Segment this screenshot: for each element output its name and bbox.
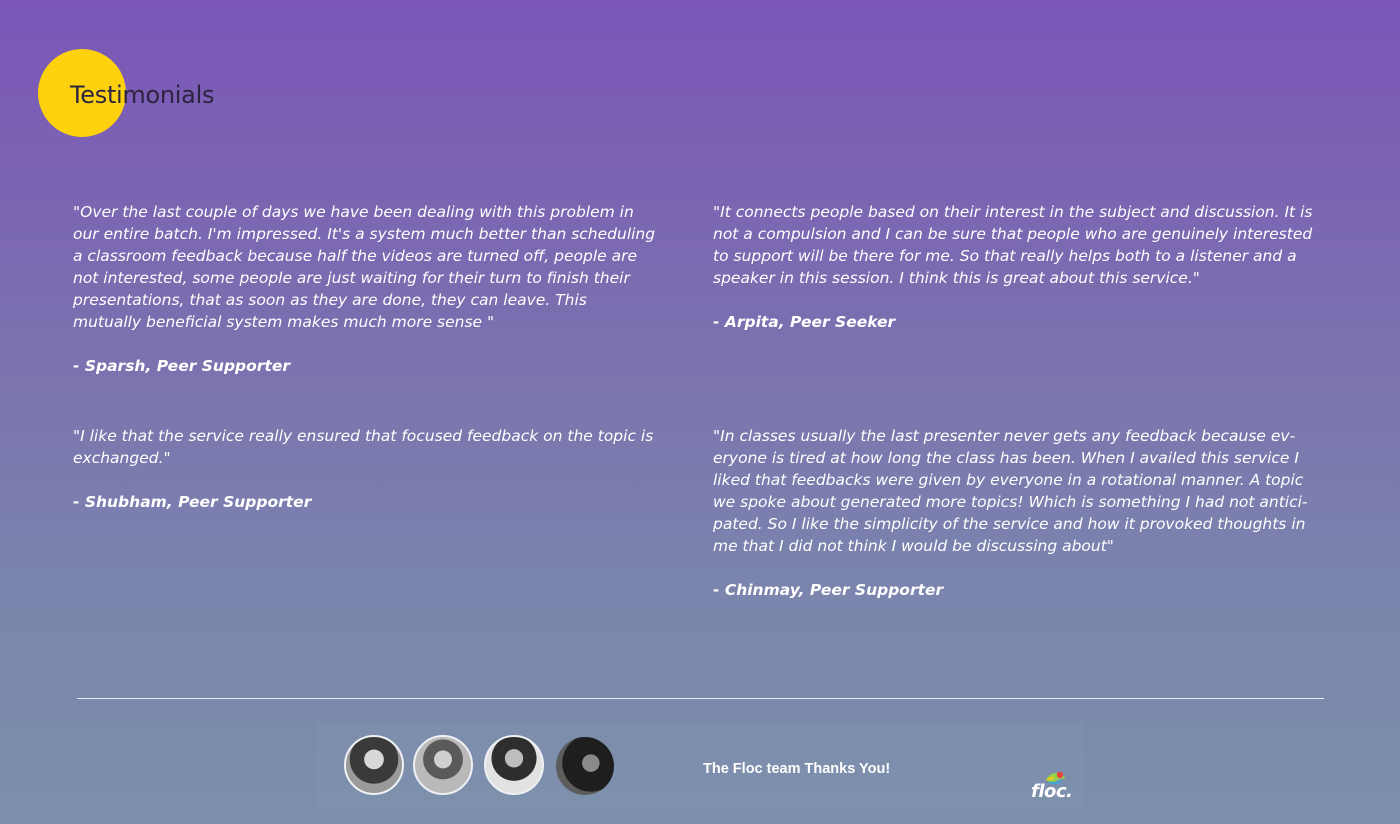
header [38,49,298,139]
testimonial-quote: "I like that the service really ensured that focused feedback on the topic is exchanged." [73,427,654,467]
floc-logo-text: floc. [1031,781,1073,802]
testimonial-quote: "It connects people based on their interest in the subject and discussion. It is not a compulsion and I can be sure that people who are genuinely interested to support will be there for me. So that really helps both to a listener and a speaker in this session. I think this is great about this service." [713,203,1313,287]
page-title: Testimonials [70,81,215,109]
footer-divider [77,698,1324,699]
testimonial-card [713,425,1333,601]
testimonial-author: - Chinmay, Peer Supporter [713,581,944,599]
testimonial-quote: "In classes usually the last presenter never gets any feedback because ev- eryone is tired at how long the class has been. When I availed this service I liked that feedbacks were given by everyone in a rotational manner. A topic we spoke about generated more topics! Which is something I had not antici- pated. So I like the simplicity of the service and how it provoked thoughts in me that I did not think I would be discussing about" [713,427,1308,555]
testimonial-card [713,201,1333,333]
testimonial-card [73,425,683,513]
testimonial-card [73,201,683,377]
team-avatar [484,735,544,795]
testimonial-author: - Shubham, Peer Supporter [73,493,312,511]
testimonial-quote: "Over the last couple of days we have been dealing with this problem in our entire batch. I'm impressed. It's a system much better than scheduling a classroom feedback because half the videos are turned off, people are not interested, some people are just waiting for their turn to finish their presentations, that as soon as they are done, they can leave. This mutually beneficial system makes much more sense " [73,203,656,331]
thanks-text: The Floc team Thanks You! [703,761,891,777]
team-avatar [556,737,614,795]
floc-logo [1028,770,1078,806]
team-avatar [413,735,473,795]
testimonial-author: - Sparsh, Peer Supporter [73,357,290,375]
testimonial-author: - Arpita, Peer Seeker [713,313,896,331]
team-avatar [344,735,404,795]
